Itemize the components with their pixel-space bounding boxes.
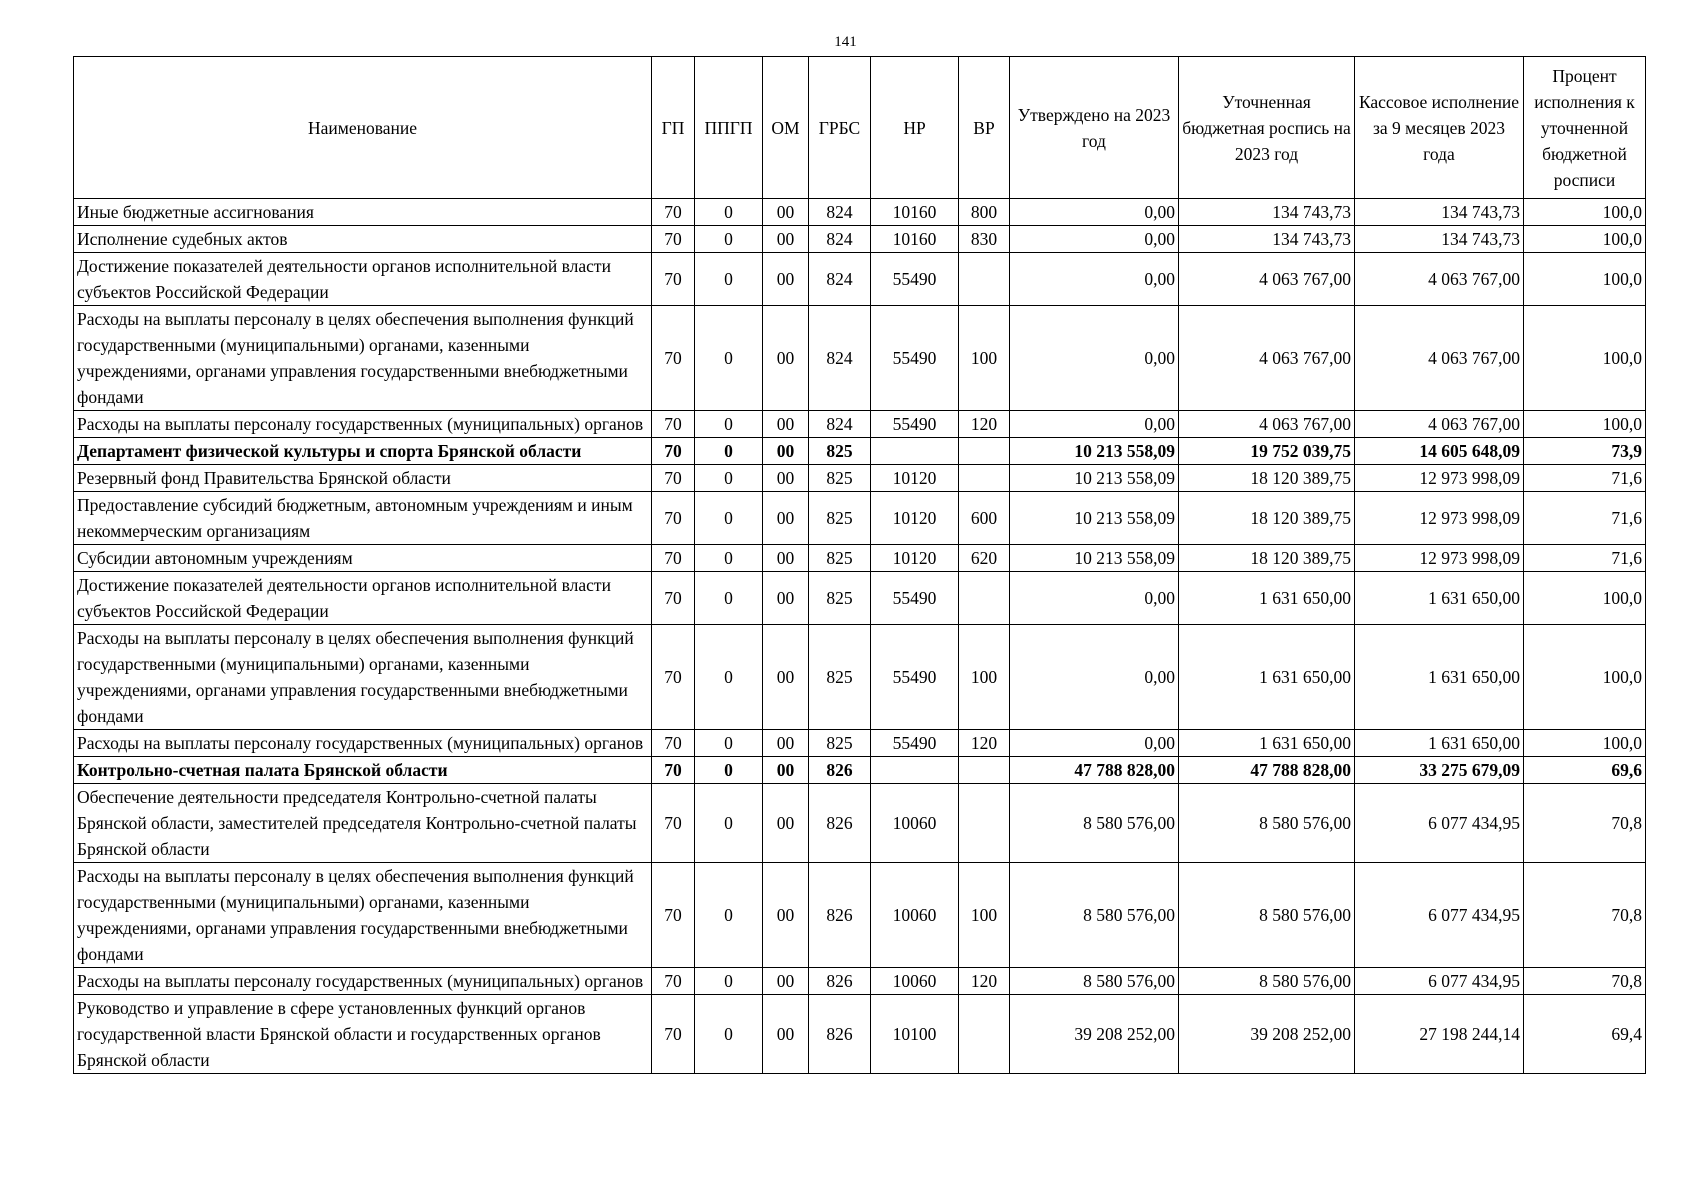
cell-percent: 71,6	[1524, 465, 1646, 492]
cell-approved: 10 213 558,09	[1010, 492, 1179, 545]
cell-percent: 70,8	[1524, 968, 1646, 995]
cell-vr	[959, 253, 1010, 306]
cell-nr: 10120	[871, 465, 959, 492]
cell-gp: 70	[652, 253, 695, 306]
cell-name: Иные бюджетные ассигнования	[74, 199, 652, 226]
cell-approved: 8 580 576,00	[1010, 863, 1179, 968]
header-approved: Утверждено на 2023 год	[1010, 57, 1179, 199]
header-vr: ВР	[959, 57, 1010, 199]
cell-vr	[959, 757, 1010, 784]
cell-refined: 1 631 650,00	[1179, 625, 1355, 730]
cell-ppgp: 0	[695, 757, 763, 784]
cell-ppgp: 0	[695, 730, 763, 757]
cell-refined: 134 743,73	[1179, 199, 1355, 226]
cell-om: 00	[763, 411, 809, 438]
cell-cash: 6 077 434,95	[1355, 863, 1524, 968]
cell-grbs: 824	[809, 306, 871, 411]
cell-refined: 39 208 252,00	[1179, 995, 1355, 1074]
table-row	[74, 784, 1646, 863]
cell-percent: 100,0	[1524, 730, 1646, 757]
header-cash: Кассовое исполнение за 9 месяцев 2023 года	[1355, 57, 1524, 199]
cell-percent: 69,4	[1524, 995, 1646, 1074]
cell-vr: 120	[959, 730, 1010, 757]
cell-refined: 18 120 389,75	[1179, 465, 1355, 492]
cell-approved: 10 213 558,09	[1010, 545, 1179, 572]
cell-name: Департамент физической культуры и спорта Брянской области	[74, 438, 652, 465]
cell-approved: 0,00	[1010, 625, 1179, 730]
cell-nr: 10060	[871, 784, 959, 863]
table-row	[74, 199, 1646, 226]
cell-refined: 1 631 650,00	[1179, 572, 1355, 625]
cell-approved: 0,00	[1010, 253, 1179, 306]
cell-ppgp: 0	[695, 226, 763, 253]
cell-refined: 19 752 039,75	[1179, 438, 1355, 465]
cell-vr	[959, 784, 1010, 863]
table-row	[74, 438, 1646, 465]
cell-refined: 47 788 828,00	[1179, 757, 1355, 784]
table-row	[74, 968, 1646, 995]
cell-name: Предоставление субсидий бюджетным, автономным учреждениям и иным некоммерческим организациям	[74, 492, 652, 545]
cell-vr: 120	[959, 968, 1010, 995]
cell-om: 00	[763, 545, 809, 572]
cell-name: Расходы на выплаты персоналу в целях обеспечения выполнения функций государственными (муниципальными) органами, казенными учреждениями, органами управления государственными внебюджетными фондами	[74, 625, 652, 730]
cell-name: Достижение показателей деятельности органов исполнительной власти субъектов Российской Федерации	[74, 253, 652, 306]
cell-gp: 70	[652, 492, 695, 545]
cell-ppgp: 0	[695, 438, 763, 465]
cell-nr: 55490	[871, 730, 959, 757]
cell-gp: 70	[652, 995, 695, 1074]
cell-cash: 4 063 767,00	[1355, 253, 1524, 306]
cell-refined: 4 063 767,00	[1179, 306, 1355, 411]
cell-grbs: 825	[809, 492, 871, 545]
cell-ppgp: 0	[695, 863, 763, 968]
budget-table	[73, 56, 1646, 1074]
cell-approved: 0,00	[1010, 730, 1179, 757]
cell-om: 00	[763, 730, 809, 757]
cell-vr: 600	[959, 492, 1010, 545]
cell-nr: 55490	[871, 306, 959, 411]
cell-approved: 0,00	[1010, 226, 1179, 253]
table-row	[74, 757, 1646, 784]
table-row	[74, 492, 1646, 545]
cell-grbs: 825	[809, 465, 871, 492]
cell-percent: 71,6	[1524, 492, 1646, 545]
cell-ppgp: 0	[695, 625, 763, 730]
cell-approved: 39 208 252,00	[1010, 995, 1179, 1074]
cell-grbs: 825	[809, 625, 871, 730]
cell-ppgp: 0	[695, 545, 763, 572]
cell-percent: 70,8	[1524, 784, 1646, 863]
cell-refined: 18 120 389,75	[1179, 492, 1355, 545]
table-row	[74, 572, 1646, 625]
cell-cash: 134 743,73	[1355, 199, 1524, 226]
header-om: ОМ	[763, 57, 809, 199]
cell-gp: 70	[652, 438, 695, 465]
cell-om: 00	[763, 995, 809, 1074]
cell-grbs: 826	[809, 995, 871, 1074]
cell-name: Расходы на выплаты персоналу в целях обеспечения выполнения функций государственными (муниципальными) органами, казенными учреждениями, органами управления государственными внебюджетными фондами	[74, 863, 652, 968]
cell-nr: 10160	[871, 199, 959, 226]
cell-cash: 33 275 679,09	[1355, 757, 1524, 784]
cell-name: Расходы на выплаты персоналу в целях обеспечения выполнения функций государственными (муниципальными) органами, казенными учреждениями, органами управления государственными внебюджетными фондами	[74, 306, 652, 411]
cell-cash: 1 631 650,00	[1355, 625, 1524, 730]
cell-percent: 100,0	[1524, 253, 1646, 306]
cell-nr: 55490	[871, 572, 959, 625]
cell-om: 00	[763, 492, 809, 545]
cell-cash: 1 631 650,00	[1355, 730, 1524, 757]
cell-vr: 100	[959, 863, 1010, 968]
cell-vr: 620	[959, 545, 1010, 572]
cell-nr	[871, 757, 959, 784]
cell-gp: 70	[652, 730, 695, 757]
cell-grbs: 824	[809, 199, 871, 226]
cell-nr: 10120	[871, 545, 959, 572]
cell-vr: 830	[959, 226, 1010, 253]
cell-name: Расходы на выплаты персоналу государственных (муниципальных) органов	[74, 968, 652, 995]
cell-om: 00	[763, 572, 809, 625]
cell-name: Контрольно-счетная палата Брянской области	[74, 757, 652, 784]
header-grbs: ГРБС	[809, 57, 871, 199]
cell-ppgp: 0	[695, 784, 763, 863]
cell-refined: 134 743,73	[1179, 226, 1355, 253]
cell-cash: 134 743,73	[1355, 226, 1524, 253]
table-row	[74, 465, 1646, 492]
table-row	[74, 995, 1646, 1074]
cell-vr	[959, 572, 1010, 625]
cell-cash: 14 605 648,09	[1355, 438, 1524, 465]
cell-refined: 18 120 389,75	[1179, 545, 1355, 572]
cell-refined: 4 063 767,00	[1179, 411, 1355, 438]
table-row	[74, 863, 1646, 968]
table-row	[74, 625, 1646, 730]
cell-refined: 4 063 767,00	[1179, 253, 1355, 306]
cell-ppgp: 0	[695, 199, 763, 226]
cell-gp: 70	[652, 572, 695, 625]
cell-name: Руководство и управление в сфере установленных функций органов государственной власти Брянской области и государственных органов Брянской области	[74, 995, 652, 1074]
cell-gp: 70	[652, 757, 695, 784]
header-percent: Процент исполнения к уточненной бюджетной росписи	[1524, 57, 1646, 199]
cell-vr: 800	[959, 199, 1010, 226]
cell-ppgp: 0	[695, 465, 763, 492]
cell-gp: 70	[652, 784, 695, 863]
cell-name: Резервный фонд Правительства Брянской области	[74, 465, 652, 492]
cell-percent: 70,8	[1524, 863, 1646, 968]
cell-percent: 69,6	[1524, 757, 1646, 784]
cell-name: Исполнение судебных актов	[74, 226, 652, 253]
cell-approved: 0,00	[1010, 572, 1179, 625]
cell-name: Расходы на выплаты персоналу государственных (муниципальных) органов	[74, 411, 652, 438]
cell-ppgp: 0	[695, 306, 763, 411]
cell-percent: 100,0	[1524, 411, 1646, 438]
cell-cash: 12 973 998,09	[1355, 465, 1524, 492]
cell-approved: 8 580 576,00	[1010, 784, 1179, 863]
cell-percent: 100,0	[1524, 199, 1646, 226]
cell-cash: 4 063 767,00	[1355, 411, 1524, 438]
cell-ppgp: 0	[695, 995, 763, 1074]
cell-approved: 10 213 558,09	[1010, 438, 1179, 465]
table-row	[74, 411, 1646, 438]
table-row	[74, 253, 1646, 306]
header-name: Наименование	[74, 57, 652, 199]
cell-gp: 70	[652, 306, 695, 411]
cell-om: 00	[763, 757, 809, 784]
cell-vr	[959, 465, 1010, 492]
cell-grbs: 824	[809, 226, 871, 253]
header-refined: Уточненная бюджетная роспись на 2023 год	[1179, 57, 1355, 199]
cell-cash: 1 631 650,00	[1355, 572, 1524, 625]
cell-refined: 8 580 576,00	[1179, 968, 1355, 995]
cell-gp: 70	[652, 545, 695, 572]
cell-vr	[959, 995, 1010, 1074]
cell-ppgp: 0	[695, 968, 763, 995]
cell-gp: 70	[652, 863, 695, 968]
header-ppgp: ППГП	[695, 57, 763, 199]
cell-cash: 6 077 434,95	[1355, 968, 1524, 995]
cell-grbs: 825	[809, 545, 871, 572]
cell-approved: 0,00	[1010, 411, 1179, 438]
cell-om: 00	[763, 438, 809, 465]
cell-nr	[871, 438, 959, 465]
cell-percent: 100,0	[1524, 572, 1646, 625]
cell-percent: 73,9	[1524, 438, 1646, 465]
cell-percent: 100,0	[1524, 306, 1646, 411]
cell-ppgp: 0	[695, 411, 763, 438]
cell-name: Достижение показателей деятельности органов исполнительной власти субъектов Российской Федерации	[74, 572, 652, 625]
cell-vr: 120	[959, 411, 1010, 438]
table-row	[74, 545, 1646, 572]
cell-nr: 55490	[871, 411, 959, 438]
cell-nr: 55490	[871, 253, 959, 306]
header-row	[74, 57, 1646, 199]
cell-name: Обеспечение деятельности председателя Контрольно-счетной палаты Брянской области, заместителей председателя Контрольно-счетной палаты Брянской области	[74, 784, 652, 863]
cell-grbs: 824	[809, 253, 871, 306]
cell-om: 00	[763, 306, 809, 411]
cell-nr: 10060	[871, 863, 959, 968]
cell-gp: 70	[652, 465, 695, 492]
cell-ppgp: 0	[695, 572, 763, 625]
cell-nr: 10120	[871, 492, 959, 545]
cell-refined: 1 631 650,00	[1179, 730, 1355, 757]
cell-percent: 100,0	[1524, 226, 1646, 253]
cell-om: 00	[763, 968, 809, 995]
table-row	[74, 730, 1646, 757]
cell-om: 00	[763, 784, 809, 863]
cell-gp: 70	[652, 968, 695, 995]
cell-om: 00	[763, 253, 809, 306]
cell-grbs: 825	[809, 572, 871, 625]
cell-vr: 100	[959, 625, 1010, 730]
table-body	[74, 199, 1646, 1074]
cell-gp: 70	[652, 411, 695, 438]
cell-grbs: 826	[809, 968, 871, 995]
cell-percent: 100,0	[1524, 625, 1646, 730]
cell-cash: 4 063 767,00	[1355, 306, 1524, 411]
cell-grbs: 826	[809, 757, 871, 784]
cell-cash: 27 198 244,14	[1355, 995, 1524, 1074]
cell-name: Расходы на выплаты персоналу государственных (муниципальных) органов	[74, 730, 652, 757]
cell-cash: 12 973 998,09	[1355, 492, 1524, 545]
header-gp: ГП	[652, 57, 695, 199]
cell-nr: 10060	[871, 968, 959, 995]
cell-grbs: 826	[809, 784, 871, 863]
cell-gp: 70	[652, 625, 695, 730]
cell-om: 00	[763, 625, 809, 730]
page-number: 141	[834, 34, 857, 50]
cell-approved: 0,00	[1010, 306, 1179, 411]
cell-approved: 47 788 828,00	[1010, 757, 1179, 784]
cell-cash: 6 077 434,95	[1355, 784, 1524, 863]
cell-om: 00	[763, 465, 809, 492]
cell-refined: 8 580 576,00	[1179, 863, 1355, 968]
cell-cash: 12 973 998,09	[1355, 545, 1524, 572]
cell-ppgp: 0	[695, 253, 763, 306]
cell-approved: 8 580 576,00	[1010, 968, 1179, 995]
cell-refined: 8 580 576,00	[1179, 784, 1355, 863]
cell-om: 00	[763, 199, 809, 226]
cell-approved: 10 213 558,09	[1010, 465, 1179, 492]
table-row	[74, 306, 1646, 411]
cell-grbs: 825	[809, 438, 871, 465]
cell-vr	[959, 438, 1010, 465]
cell-name: Субсидии автономным учреждениям	[74, 545, 652, 572]
table-row	[74, 226, 1646, 253]
cell-grbs: 826	[809, 863, 871, 968]
cell-percent: 71,6	[1524, 545, 1646, 572]
cell-grbs: 825	[809, 730, 871, 757]
cell-gp: 70	[652, 199, 695, 226]
cell-grbs: 824	[809, 411, 871, 438]
cell-vr: 100	[959, 306, 1010, 411]
cell-nr: 10160	[871, 226, 959, 253]
cell-ppgp: 0	[695, 492, 763, 545]
cell-approved: 0,00	[1010, 199, 1179, 226]
cell-nr: 55490	[871, 625, 959, 730]
cell-nr: 10100	[871, 995, 959, 1074]
cell-gp: 70	[652, 226, 695, 253]
header-nr: НР	[871, 57, 959, 199]
cell-om: 00	[763, 863, 809, 968]
cell-om: 00	[763, 226, 809, 253]
